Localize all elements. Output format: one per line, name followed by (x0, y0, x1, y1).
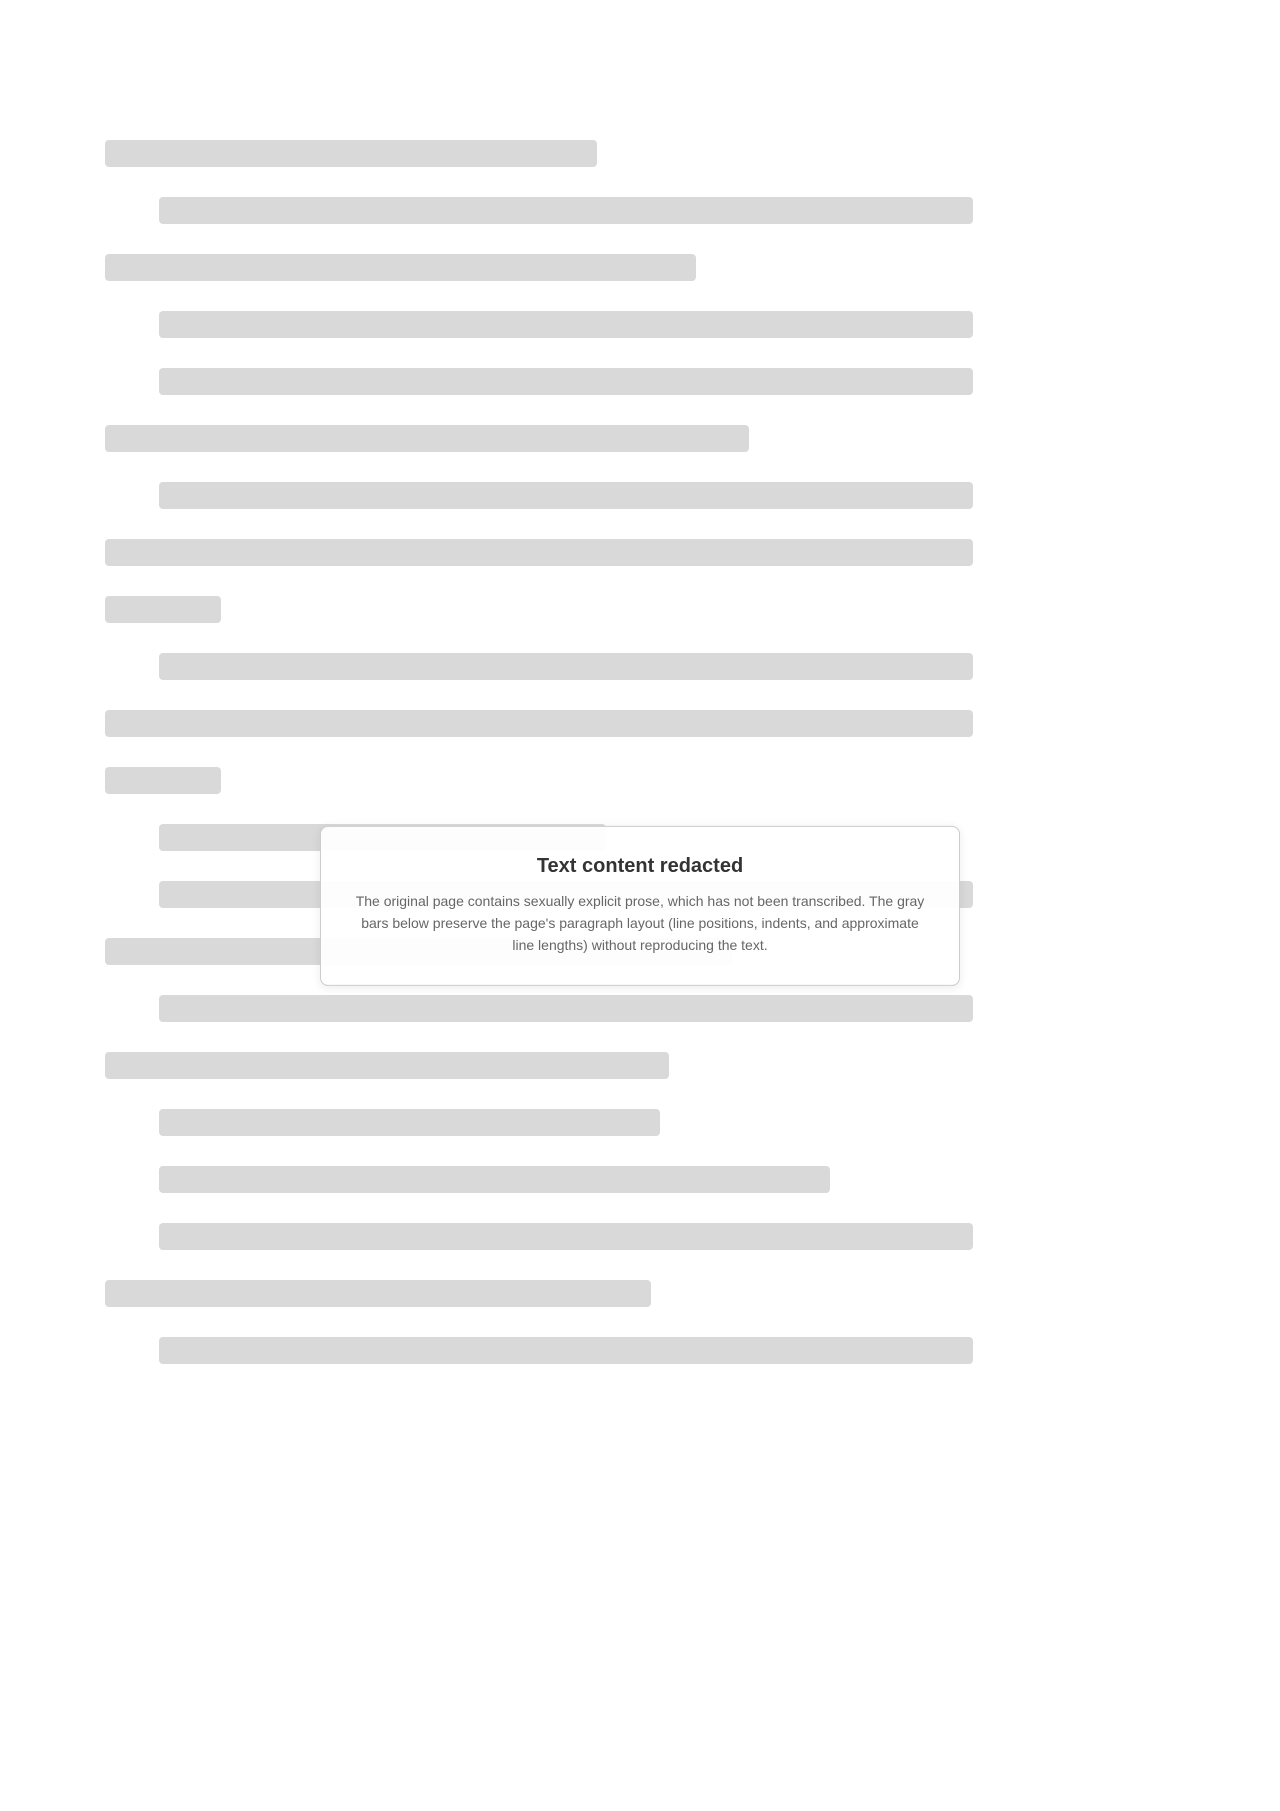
redaction-notice (320, 825, 960, 985)
redaction-notice-body: The original page contains sexually explicit prose, which has not been transcribed. The gray bars below preserve the page's paragraph layout (line positions, indents, and approximate line lengths) without reproducing the text. (355, 892, 925, 954)
redacted-text-line (105, 254, 696, 281)
redacted-text-line (159, 197, 973, 224)
redacted-text-line (105, 1280, 651, 1307)
redacted-text-line (159, 1109, 660, 1136)
redacted-text-line (105, 710, 973, 737)
redacted-text-line (105, 425, 749, 452)
redacted-text-line (159, 1223, 973, 1250)
redacted-text-line (105, 767, 221, 794)
redacted-text-line (105, 539, 973, 566)
redacted-text-line (159, 368, 973, 395)
redacted-text-line (159, 1166, 830, 1193)
redacted-text-line (159, 995, 973, 1022)
redacted-text-line (159, 482, 973, 509)
redacted-text-line (105, 140, 597, 167)
redaction-notice-title: Text content redacted (536, 854, 744, 877)
redacted-text-line (159, 311, 973, 338)
redacted-text-line (105, 596, 221, 623)
redacted-text-line (159, 1337, 973, 1364)
redacted-text-line (105, 1052, 669, 1079)
redacted-text-line (159, 653, 973, 680)
